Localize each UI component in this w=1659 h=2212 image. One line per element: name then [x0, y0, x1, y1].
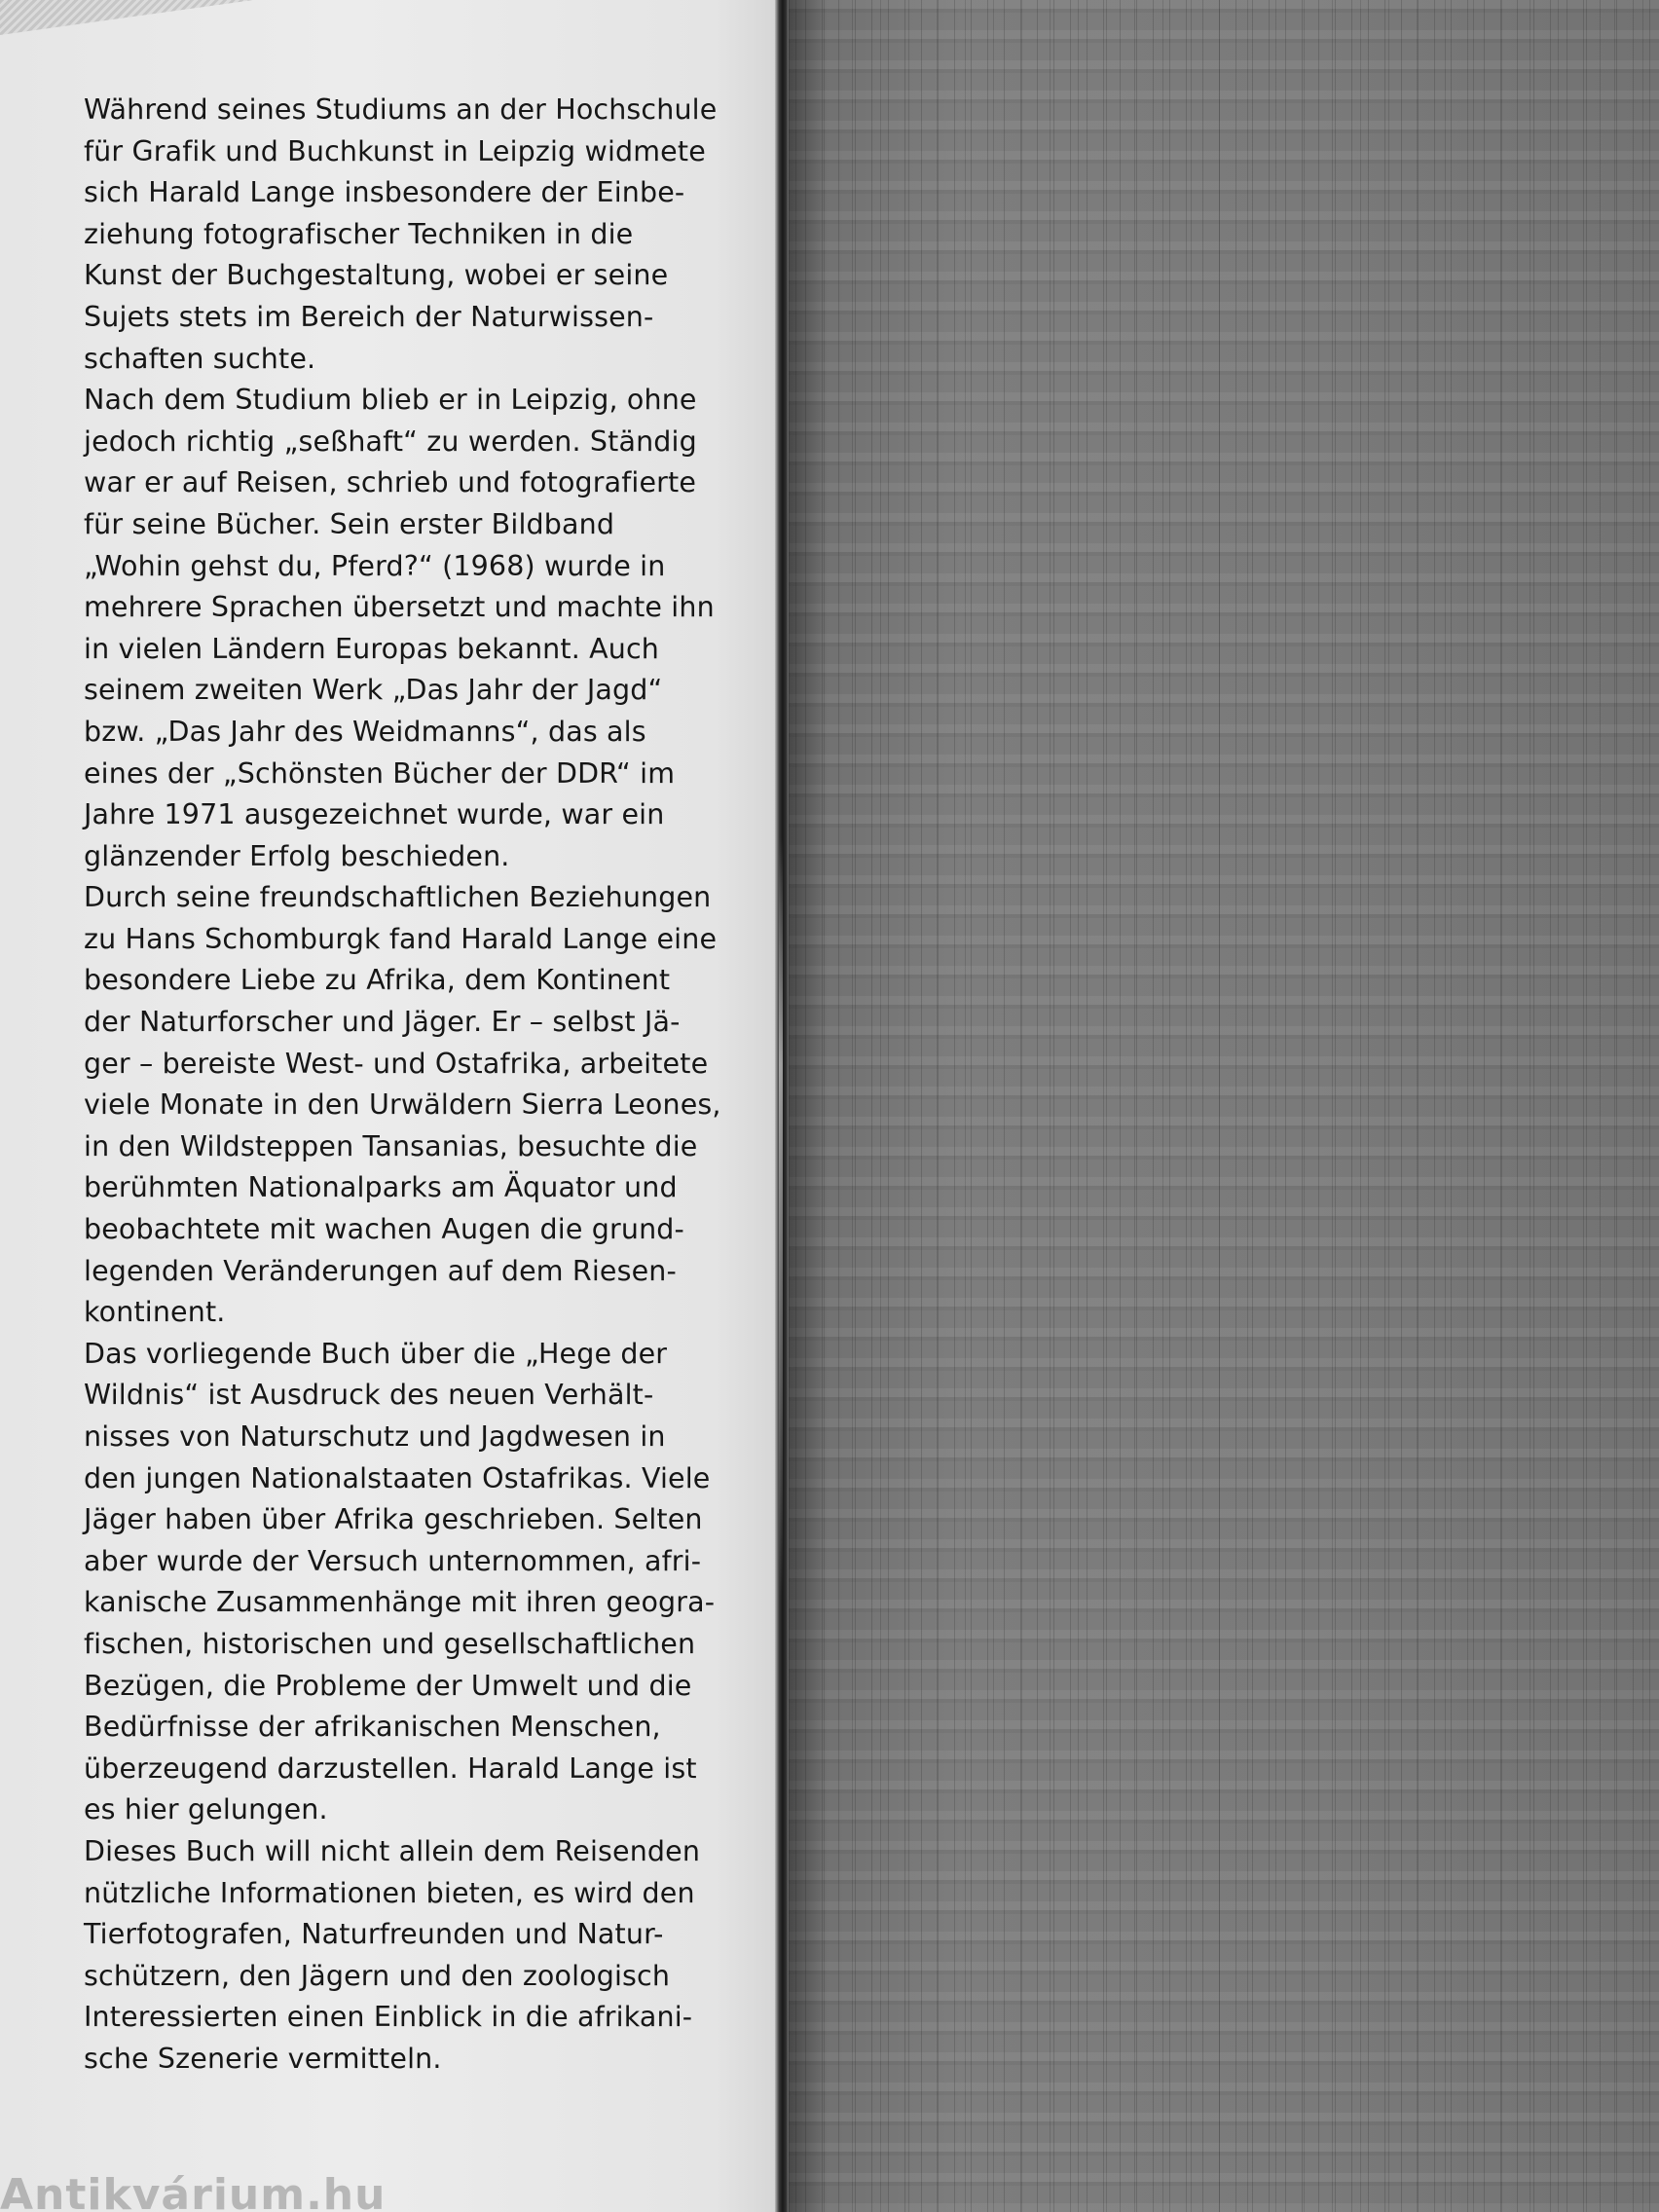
text-line: kontinent.: [84, 1296, 226, 1329]
watermark-text: Antikvárium.hu: [0, 2170, 387, 2212]
text-line: Während seines Studiums an der Hochschule: [84, 93, 718, 126]
text-line: mehrere Sprachen übersetzt und machte ihn: [84, 591, 715, 624]
textured-cover: [789, 0, 1659, 2212]
text-line: für seine Bücher. Sein erster Bildband: [84, 507, 615, 540]
text-line: Durch seine freundschaftlichen Beziehungen: [84, 881, 712, 914]
text-line: nützliche Informationen bieten, es wird den: [84, 1876, 695, 1909]
text-line: Sujets stets im Bereich der Naturwissen-: [84, 300, 654, 333]
text-line: aber wurde der Versuch unternommen, afri-: [84, 1544, 702, 1577]
text-line: ziehung fotografischer Techniken in die: [84, 217, 634, 250]
text-line: legenden Veränderungen auf dem Riesen-: [84, 1254, 677, 1287]
cover-shadow: [789, 0, 828, 2212]
text-line: ger – bereiste West- und Ostafrika, arbeitete: [84, 1047, 709, 1080]
text-line: viele Monate in den Urwäldern Sierra Leones,: [84, 1088, 721, 1122]
text-line: Jäger haben über Afrika geschrieben. Selten: [84, 1503, 703, 1536]
text-line: in den Wildsteppen Tansanias, besuchte die: [84, 1129, 698, 1162]
text-line: jedoch richtig „seßhaft“ zu werden. Ständig: [84, 424, 697, 458]
text-line: glänzender Erfolg beschieden.: [84, 839, 510, 872]
flap-top-edge: [0, 0, 253, 35]
text-line: Tierfotografen, Naturfreunden und Natur-: [84, 1918, 664, 1951]
text-line: bzw. „Das Jahr des Weidmanns“, das als: [84, 715, 646, 748]
text-line: den jungen Nationalstaaten Ostafrikas. Viele: [84, 1461, 711, 1494]
text-line: eines der „Schönsten Bücher der DDR“ im: [84, 756, 676, 790]
text-line: „Wohin gehst du, Pferd?“ (1968) wurde in: [84, 549, 666, 582]
text-line: Interessierten einen Einblick in die afrikani-: [84, 2001, 693, 2034]
text-line: es hier gelungen.: [84, 1793, 328, 1826]
text-line: Bedürfnisse der afrikanischen Menschen,: [84, 1711, 661, 1744]
text-line: fischen, historischen und gesellschaftlichen: [84, 1627, 696, 1660]
text-line: Jahre 1971 ausgezeichnet wurde, war ein: [84, 798, 665, 831]
text-line: Nach dem Studium blieb er in Leipzig, ohne: [84, 384, 697, 417]
text-line: überzeugend darzustellen. Harald Lange ist: [84, 1751, 697, 1785]
text-line: schaften suchte.: [84, 342, 316, 375]
text-line: beobachtete mit wachen Augen die grund-: [84, 1213, 684, 1246]
text-line: Dieses Buch will nicht allein dem Reisenden: [84, 1834, 701, 1867]
spine-gloss: [779, 837, 783, 1597]
text-line: besondere Liebe zu Afrika, dem Kontinent: [84, 964, 671, 997]
text-line: Bezügen, die Probleme der Umwelt und die: [84, 1669, 692, 1702]
text-line: der Naturforscher und Jäger. Er – selbst Jä-: [84, 1006, 681, 1039]
text-line: war er auf Reisen, schrieb und fotografierte: [84, 466, 697, 499]
text-line: kanische Zusammenhänge mit ihren geogra-: [84, 1586, 716, 1619]
text-line: sche Szenerie vermitteln.: [84, 2042, 442, 2075]
text-line: Wildnis“ ist Ausdruck des neuen Verhält-: [84, 1379, 654, 1412]
text-line: berühmten Nationalparks am Äquator und: [84, 1171, 678, 1204]
book-flap-page: [0, 0, 777, 2212]
text-line: sich Harald Lange insbesondere der Einbe-: [84, 176, 685, 209]
flap-text-block: [84, 90, 721, 2081]
text-line: nisses von Naturschutz und Jagdwesen in: [84, 1420, 666, 1453]
text-line: für Grafik und Buchkunst in Leipzig widmete: [84, 134, 706, 167]
text-line: Kunst der Buchgestaltung, wobei er seine: [84, 259, 669, 292]
text-line: in vielen Ländern Europas bekannt. Auch: [84, 632, 660, 665]
text-line: Das vorliegende Buch über die „Hege der: [84, 1337, 668, 1370]
text-line: schützern, den Jägern und den zoologisch: [84, 1959, 671, 1992]
text-line: seinem zweiten Werk „Das Jahr der Jagd“: [84, 674, 663, 707]
text-line: zu Hans Schomburgk fand Harald Lange eine: [84, 922, 718, 955]
